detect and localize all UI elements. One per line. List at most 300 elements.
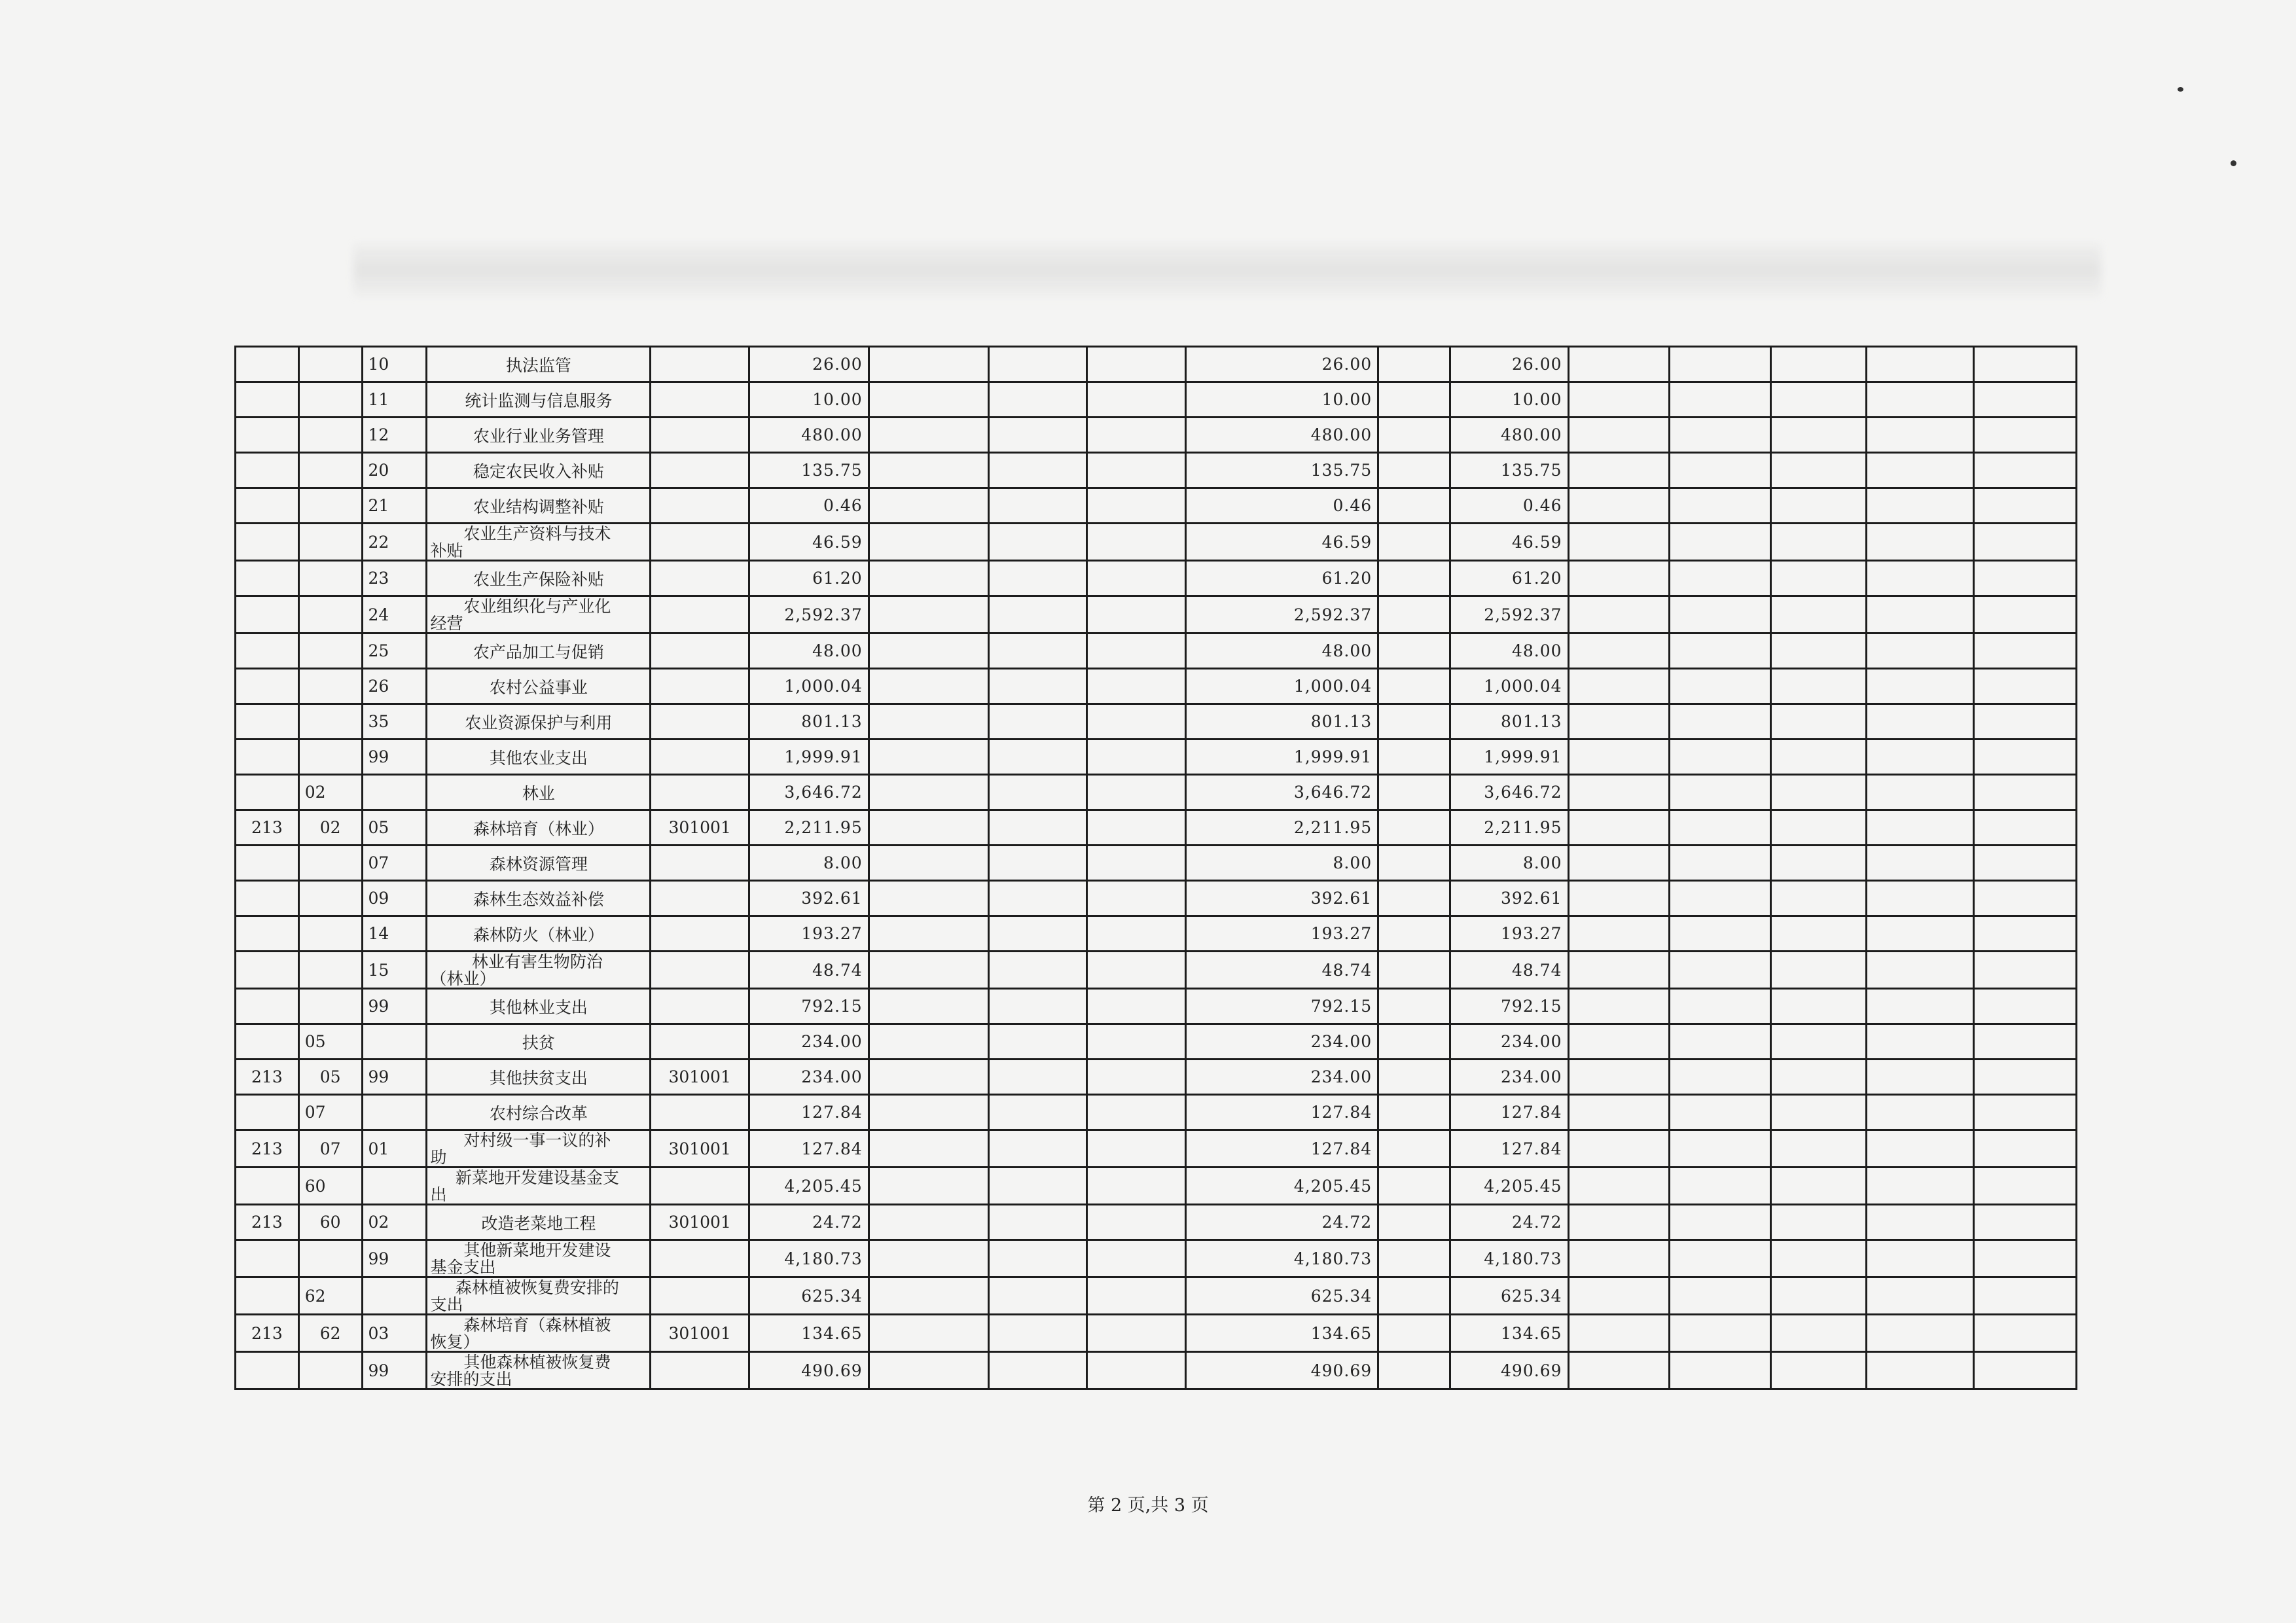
empty-cell <box>988 740 1087 775</box>
empty-cell <box>1378 810 1450 846</box>
subtotal-cell: 801.13 <box>1450 704 1568 740</box>
empty-cell <box>1670 952 1771 989</box>
table-row <box>236 382 2077 418</box>
subtotal-cell: 234.00 <box>1450 1024 1568 1060</box>
subject-name-cell: 统计监测与信息服务 <box>427 382 651 418</box>
empty-cell <box>1087 1130 1186 1168</box>
subtotal-cell: 46.59 <box>1450 524 1568 561</box>
empty-cell <box>1378 740 1450 775</box>
subject-name-line: 对村级一事一议的补 <box>463 1131 611 1150</box>
subject-name-cell: 森林生态效益补偿 <box>427 881 651 916</box>
empty-cell <box>988 1352 1087 1389</box>
table-row <box>236 704 2077 740</box>
subtotal-cell: 2,592.37 <box>1450 596 1568 633</box>
empty-cell <box>1867 1024 1973 1060</box>
empty-cell <box>1568 418 1670 453</box>
empty-cell <box>869 524 988 561</box>
empty-cell <box>1378 1240 1450 1277</box>
total-amount-cell: 1,000.04 <box>749 669 869 704</box>
empty-cell <box>1568 846 1670 881</box>
empty-cell <box>1973 1240 2076 1277</box>
section-code-cell <box>298 989 362 1024</box>
subject-name-cell <box>427 1277 651 1315</box>
general-budget-cell: 24.72 <box>1185 1205 1378 1240</box>
section-code-cell <box>298 704 362 740</box>
empty-cell <box>1771 453 1867 488</box>
subtotal-cell: 0.46 <box>1450 488 1568 524</box>
table-row <box>236 1168 2077 1205</box>
subtotal-cell: 48.00 <box>1450 633 1568 669</box>
empty-cell <box>869 669 988 704</box>
empty-cell <box>869 775 988 810</box>
subject-name-line: 其他森林植被恢复费 <box>463 1353 611 1372</box>
item-code-cell: 12 <box>362 418 427 453</box>
subject-name-line: 支出 <box>430 1295 463 1314</box>
empty-cell <box>869 561 988 596</box>
total-amount-cell: 2,592.37 <box>749 596 869 633</box>
section-code-cell: 02 <box>298 810 362 846</box>
economic-code-cell <box>651 347 749 382</box>
empty-cell <box>1568 382 1670 418</box>
total-amount-cell: 10.00 <box>749 382 869 418</box>
empty-cell <box>1973 1060 2076 1095</box>
empty-cell <box>1973 1024 2076 1060</box>
table-row <box>236 916 2077 952</box>
total-amount-cell: 24.72 <box>749 1205 869 1240</box>
empty-cell <box>1867 846 1973 881</box>
empty-cell <box>1568 704 1670 740</box>
subject-name-cell: 其他农业支出 <box>427 740 651 775</box>
empty-cell <box>1771 1130 1867 1168</box>
subject-name-cell <box>427 524 651 561</box>
empty-cell <box>988 881 1087 916</box>
empty-cell <box>1378 1024 1450 1060</box>
subtotal-cell: 26.00 <box>1450 347 1568 382</box>
empty-cell <box>869 1315 988 1352</box>
subject-name-cell: 林业 <box>427 775 651 810</box>
empty-cell <box>1867 704 1973 740</box>
table-body <box>236 347 2077 1389</box>
table-row <box>236 1277 2077 1315</box>
table-row <box>236 418 2077 453</box>
empty-cell <box>1378 989 1450 1024</box>
empty-cell <box>1378 633 1450 669</box>
table-row <box>236 881 2077 916</box>
empty-cell <box>1670 1315 1771 1352</box>
section-code-cell <box>298 1352 362 1389</box>
empty-cell <box>869 1352 988 1389</box>
empty-cell <box>988 916 1087 952</box>
empty-cell <box>1670 740 1771 775</box>
subject-name-cell <box>427 1130 651 1168</box>
class-code-cell <box>236 881 299 916</box>
empty-cell <box>1973 1277 2076 1315</box>
table-row <box>236 1060 2077 1095</box>
empty-cell <box>1378 596 1450 633</box>
total-amount-cell: 48.74 <box>749 952 869 989</box>
empty-cell <box>1867 453 1973 488</box>
empty-cell <box>1087 347 1186 382</box>
subtotal-cell: 127.84 <box>1450 1130 1568 1168</box>
empty-cell <box>1378 1168 1450 1205</box>
subject-name-line: 补贴 <box>430 541 463 560</box>
empty-cell <box>1568 488 1670 524</box>
empty-cell <box>988 488 1087 524</box>
subtotal-cell: 2,211.95 <box>1450 810 1568 846</box>
section-code-cell <box>298 1240 362 1277</box>
empty-cell <box>1973 881 2076 916</box>
empty-cell <box>1568 952 1670 989</box>
empty-cell <box>1670 561 1771 596</box>
empty-cell <box>1670 1277 1771 1315</box>
subject-name-cell <box>427 596 651 633</box>
empty-cell <box>1867 916 1973 952</box>
general-budget-cell: 134.65 <box>1185 1315 1378 1352</box>
item-code-cell <box>362 1168 427 1205</box>
item-code-cell: 35 <box>362 704 427 740</box>
section-code-cell: 62 <box>298 1277 362 1315</box>
empty-cell <box>1670 1024 1771 1060</box>
class-code-cell <box>236 846 299 881</box>
scan-speck <box>2178 87 2183 92</box>
general-budget-cell: 234.00 <box>1185 1024 1378 1060</box>
table-row <box>236 524 2077 561</box>
empty-cell <box>988 524 1087 561</box>
subject-name-cell <box>427 1315 651 1352</box>
class-code-cell <box>236 1168 299 1205</box>
class-code-cell <box>236 704 299 740</box>
empty-cell <box>1378 669 1450 704</box>
empty-cell <box>1670 596 1771 633</box>
empty-cell <box>1378 347 1450 382</box>
empty-cell <box>869 633 988 669</box>
subject-name-cell: 农业生产保险补贴 <box>427 561 651 596</box>
subject-name-cell <box>427 1352 651 1389</box>
empty-cell <box>1670 633 1771 669</box>
class-code-cell <box>236 561 299 596</box>
subject-name-cell <box>427 952 651 989</box>
empty-cell <box>1378 916 1450 952</box>
empty-cell <box>988 810 1087 846</box>
general-budget-cell: 792.15 <box>1185 989 1378 1024</box>
general-budget-cell: 127.84 <box>1185 1130 1378 1168</box>
item-code-cell: 99 <box>362 1352 427 1389</box>
empty-cell <box>1867 488 1973 524</box>
empty-cell <box>1087 989 1186 1024</box>
empty-cell <box>1087 1024 1186 1060</box>
subject-name-line: 基金支出 <box>430 1258 496 1277</box>
table-row <box>236 1352 2077 1389</box>
section-code-cell <box>298 669 362 704</box>
empty-cell <box>1087 775 1186 810</box>
class-code-cell <box>236 596 299 633</box>
section-code-cell <box>298 382 362 418</box>
empty-cell <box>1378 1095 1450 1130</box>
item-code-cell: 22 <box>362 524 427 561</box>
item-code-cell: 26 <box>362 669 427 704</box>
empty-cell <box>1771 596 1867 633</box>
total-amount-cell: 193.27 <box>749 916 869 952</box>
empty-cell <box>1087 1277 1186 1315</box>
empty-cell <box>1670 382 1771 418</box>
item-code-cell: 01 <box>362 1130 427 1168</box>
empty-cell <box>1973 1352 2076 1389</box>
economic-code-cell <box>651 418 749 453</box>
class-code-cell <box>236 952 299 989</box>
empty-cell <box>1771 1277 1867 1315</box>
table-row <box>236 669 2077 704</box>
empty-cell <box>1568 1277 1670 1315</box>
empty-cell <box>1771 881 1867 916</box>
empty-cell <box>1973 596 2076 633</box>
empty-cell <box>1378 1130 1450 1168</box>
empty-cell <box>1867 989 1973 1024</box>
empty-cell <box>1867 418 1973 453</box>
class-code-cell <box>236 1240 299 1277</box>
table-row <box>236 1024 2077 1060</box>
subtotal-cell: 234.00 <box>1450 1060 1568 1095</box>
item-code-cell: 02 <box>362 1205 427 1240</box>
section-code-cell: 60 <box>298 1168 362 1205</box>
table-row <box>236 1240 2077 1277</box>
subtotal-cell: 392.61 <box>1450 881 1568 916</box>
empty-cell <box>988 846 1087 881</box>
scan-shadow <box>353 243 2101 297</box>
table-row <box>236 952 2077 989</box>
total-amount-cell: 480.00 <box>749 418 869 453</box>
empty-cell <box>1867 1315 1973 1352</box>
item-code-cell: 23 <box>362 561 427 596</box>
table-row <box>236 633 2077 669</box>
general-budget-cell: 127.84 <box>1185 1095 1378 1130</box>
empty-cell <box>1771 775 1867 810</box>
empty-cell <box>1087 1060 1186 1095</box>
subtotal-cell: 193.27 <box>1450 916 1568 952</box>
empty-cell <box>869 916 988 952</box>
economic-code-cell <box>651 1095 749 1130</box>
class-code-cell <box>236 775 299 810</box>
total-amount-cell: 801.13 <box>749 704 869 740</box>
empty-cell <box>1568 810 1670 846</box>
empty-cell <box>1670 524 1771 561</box>
total-amount-cell: 26.00 <box>749 347 869 382</box>
subject-name-line: 经营 <box>430 614 463 633</box>
empty-cell <box>869 810 988 846</box>
general-budget-cell: 625.34 <box>1185 1277 1378 1315</box>
empty-cell <box>869 347 988 382</box>
class-code-cell: 213 <box>236 1315 299 1352</box>
subject-name-cell: 其他扶贫支出 <box>427 1060 651 1095</box>
table-row <box>236 561 2077 596</box>
empty-cell <box>1087 1315 1186 1352</box>
empty-cell <box>1568 1352 1670 1389</box>
empty-cell <box>988 952 1087 989</box>
empty-cell <box>1670 1352 1771 1389</box>
class-code-cell <box>236 1277 299 1315</box>
section-code-cell <box>298 633 362 669</box>
total-amount-cell: 4,205.45 <box>749 1168 869 1205</box>
empty-cell <box>1378 561 1450 596</box>
economic-code-cell <box>651 488 749 524</box>
general-budget-cell: 8.00 <box>1185 846 1378 881</box>
item-code-cell: 21 <box>362 488 427 524</box>
empty-cell <box>1973 1095 2076 1130</box>
section-code-cell <box>298 418 362 453</box>
budget-table <box>234 346 2077 1390</box>
empty-cell <box>1378 1277 1450 1315</box>
economic-code-cell <box>651 669 749 704</box>
economic-code-cell <box>651 1277 749 1315</box>
total-amount-cell: 135.75 <box>749 453 869 488</box>
empty-cell <box>1087 881 1186 916</box>
general-budget-cell: 2,211.95 <box>1185 810 1378 846</box>
empty-cell <box>1867 596 1973 633</box>
total-amount-cell: 2,211.95 <box>749 810 869 846</box>
general-budget-cell: 234.00 <box>1185 1060 1378 1095</box>
empty-cell <box>1867 952 1973 989</box>
class-code-cell: 213 <box>236 1130 299 1168</box>
economic-code-cell <box>651 382 749 418</box>
empty-cell <box>1670 989 1771 1024</box>
total-amount-cell: 625.34 <box>749 1277 869 1315</box>
general-budget-cell: 4,180.73 <box>1185 1240 1378 1277</box>
class-code-cell <box>236 488 299 524</box>
section-code-cell <box>298 561 362 596</box>
subject-name-line: 森林培育（森林植被 <box>463 1315 611 1334</box>
empty-cell <box>1973 1315 2076 1352</box>
subtotal-cell: 625.34 <box>1450 1277 1568 1315</box>
empty-cell <box>988 453 1087 488</box>
item-code-cell: 10 <box>362 347 427 382</box>
total-amount-cell: 792.15 <box>749 989 869 1024</box>
empty-cell <box>1867 1060 1973 1095</box>
empty-cell <box>1670 704 1771 740</box>
empty-cell <box>1867 1168 1973 1205</box>
subject-name-line: 恢复） <box>430 1332 480 1351</box>
empty-cell <box>1378 1205 1450 1240</box>
class-code-cell <box>236 418 299 453</box>
section-code-cell <box>298 952 362 989</box>
empty-cell <box>1973 524 2076 561</box>
empty-cell <box>988 561 1087 596</box>
total-amount-cell: 392.61 <box>749 881 869 916</box>
class-code-cell <box>236 1024 299 1060</box>
economic-code-cell <box>651 561 749 596</box>
economic-code-cell: 301001 <box>651 1130 749 1168</box>
item-code-cell <box>362 1277 427 1315</box>
class-code-cell <box>236 633 299 669</box>
general-budget-cell: 10.00 <box>1185 382 1378 418</box>
empty-cell <box>1867 1130 1973 1168</box>
economic-code-cell: 301001 <box>651 810 749 846</box>
general-budget-cell: 1,999.91 <box>1185 740 1378 775</box>
subtotal-cell: 3,646.72 <box>1450 775 1568 810</box>
subtotal-cell: 4,205.45 <box>1450 1168 1568 1205</box>
total-amount-cell: 46.59 <box>749 524 869 561</box>
subject-name-cell: 农业行业业务管理 <box>427 418 651 453</box>
empty-cell <box>1087 488 1186 524</box>
economic-code-cell <box>651 596 749 633</box>
class-code-cell <box>236 1095 299 1130</box>
empty-cell <box>1568 1060 1670 1095</box>
class-code-cell <box>236 740 299 775</box>
empty-cell <box>1087 1240 1186 1277</box>
section-code-cell: 05 <box>298 1060 362 1095</box>
class-code-cell <box>236 453 299 488</box>
empty-cell <box>988 704 1087 740</box>
empty-cell <box>869 1130 988 1168</box>
general-budget-cell: 48.74 <box>1185 952 1378 989</box>
empty-cell <box>869 488 988 524</box>
subtotal-cell: 4,180.73 <box>1450 1240 1568 1277</box>
empty-cell <box>1670 453 1771 488</box>
section-code-cell: 05 <box>298 1024 362 1060</box>
class-code-cell <box>236 916 299 952</box>
economic-code-cell <box>651 1352 749 1389</box>
empty-cell <box>1867 1205 1973 1240</box>
subject-name-line: （林业） <box>430 969 496 988</box>
section-code-cell <box>298 596 362 633</box>
total-amount-cell: 127.84 <box>749 1130 869 1168</box>
empty-cell <box>1973 1205 2076 1240</box>
table-row <box>236 1130 2077 1168</box>
section-code-cell <box>298 881 362 916</box>
economic-code-cell <box>651 775 749 810</box>
empty-cell <box>1568 1095 1670 1130</box>
subtotal-cell: 480.00 <box>1450 418 1568 453</box>
item-code-cell: 99 <box>362 1060 427 1095</box>
total-amount-cell: 48.00 <box>749 633 869 669</box>
item-code-cell: 99 <box>362 1240 427 1277</box>
economic-code-cell <box>651 524 749 561</box>
general-budget-cell: 48.00 <box>1185 633 1378 669</box>
empty-cell <box>1087 1168 1186 1205</box>
economic-code-cell: 301001 <box>651 1315 749 1352</box>
empty-cell <box>1087 418 1186 453</box>
empty-cell <box>1867 382 1973 418</box>
empty-cell <box>1670 347 1771 382</box>
empty-cell <box>1973 418 2076 453</box>
class-code-cell <box>236 669 299 704</box>
empty-cell <box>1771 1024 1867 1060</box>
subject-name-line: 林业有害生物防治 <box>471 952 603 971</box>
empty-cell <box>1568 1168 1670 1205</box>
general-budget-cell: 1,000.04 <box>1185 669 1378 704</box>
empty-cell <box>869 1205 988 1240</box>
empty-cell <box>1771 382 1867 418</box>
empty-cell <box>1771 561 1867 596</box>
general-budget-cell: 4,205.45 <box>1185 1168 1378 1205</box>
empty-cell <box>1378 952 1450 989</box>
empty-cell <box>1568 1130 1670 1168</box>
empty-cell <box>1568 1205 1670 1240</box>
economic-code-cell <box>651 453 749 488</box>
empty-cell <box>869 1060 988 1095</box>
empty-cell <box>869 1277 988 1315</box>
empty-cell <box>869 382 988 418</box>
total-amount-cell: 8.00 <box>749 846 869 881</box>
subtotal-cell: 127.84 <box>1450 1095 1568 1130</box>
empty-cell <box>1771 1168 1867 1205</box>
empty-cell <box>1670 1060 1771 1095</box>
class-code-cell: 213 <box>236 1060 299 1095</box>
empty-cell <box>1867 1240 1973 1277</box>
subtotal-cell: 24.72 <box>1450 1205 1568 1240</box>
general-budget-cell: 801.13 <box>1185 704 1378 740</box>
general-budget-cell: 2,592.37 <box>1185 596 1378 633</box>
empty-cell <box>1670 881 1771 916</box>
empty-cell <box>1670 916 1771 952</box>
